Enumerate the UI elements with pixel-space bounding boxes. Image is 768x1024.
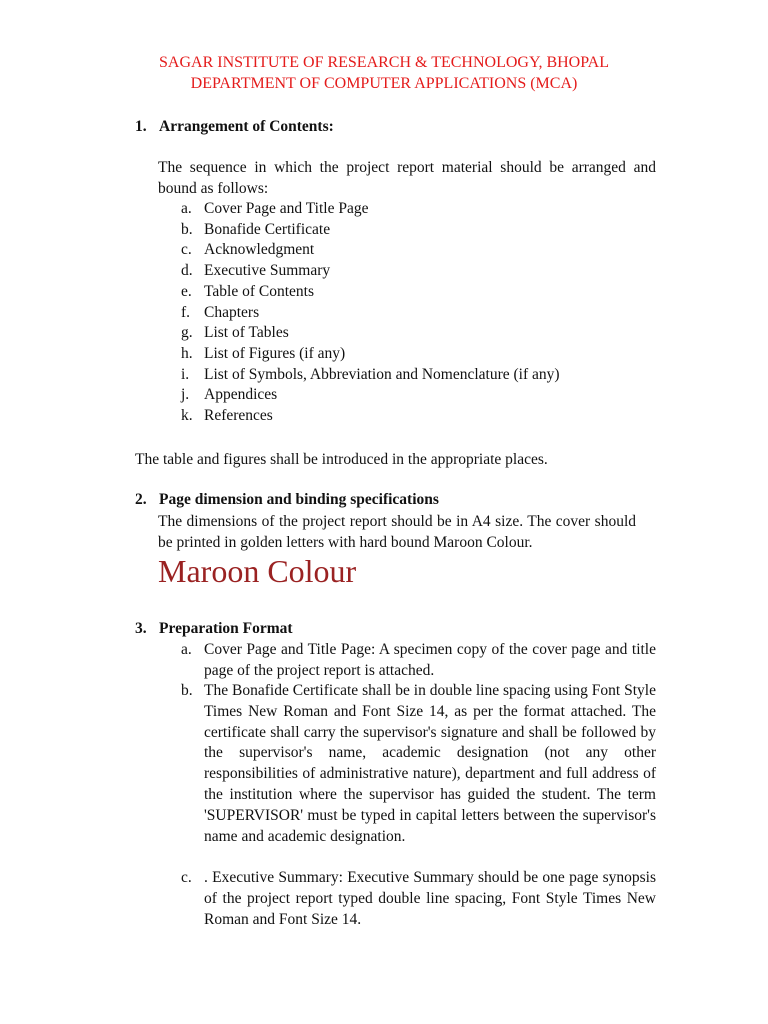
list-text: List of Figures (if any)	[204, 344, 346, 362]
section-2-body: The dimensions of the project report should be in A4 size. The cover should be printed in golden letters with hard bound Maroon Colour.	[158, 513, 636, 551]
list-marker: b.	[181, 220, 193, 238]
list-text: Bonafide Certificate	[204, 220, 331, 238]
section-1-number: 1.	[135, 118, 147, 135]
section-3-title: Preparation Format	[159, 620, 293, 637]
section-1-title: Arrangement of Contents:	[159, 118, 334, 135]
list-text: Cover Page and Title Page	[204, 200, 369, 217]
list-marker: a.	[181, 200, 192, 217]
list-text: Table of Contents	[204, 282, 314, 300]
list-text: Appendices	[204, 386, 278, 404]
list-text: List of Symbols, Abbreviation and Nomenclature (if any)	[204, 365, 560, 383]
list-marker: a.	[181, 641, 192, 658]
list-marker: f.	[181, 303, 191, 321]
list-marker: g.	[181, 324, 193, 342]
list-marker: c.	[181, 241, 192, 259]
section-2-title: Page dimension and binding specifications	[159, 491, 439, 508]
list-item: Cover Page and Title Page: A specimen copy of the cover page and title page of the project report is attached.	[204, 641, 656, 679]
maroon-colour-sample: Maroon Colour	[158, 553, 357, 589]
list-marker: b.	[181, 682, 193, 699]
document-header	[0, 52, 768, 94]
section-1-intro: The sequence in which the project report material should be arranged and bound as follows:	[158, 159, 656, 197]
list-item: The Bonafide Certificate shall be in double line spacing using Font Style Times New Roman and Font Size 14, as per the format attached. The certificate shall carry the supervisor's signature and shall be followed by the supervisor's name, academic designation (not any other responsibilities of administrative nature), department and full address of the institution where the supervisor has guided the student. The term 'SUPERVISOR' must be typed in capital letters between the supervisor's name and academic designation.	[204, 682, 656, 845]
list-marker: d.	[181, 262, 193, 280]
list-marker: e.	[181, 282, 192, 300]
list-text: References	[204, 407, 273, 424]
list-marker: h.	[181, 344, 193, 362]
section-3-number: 3.	[135, 620, 147, 637]
list-text: Chapters	[204, 303, 260, 321]
list-item: . Executive Summary: Executive Summary should be one page synopsis of the project report typed double line spacing, Font Style Times New Roman and Font Size 14.	[204, 869, 656, 928]
list-marker: j.	[181, 386, 190, 404]
list-text: Acknowledgment	[204, 241, 315, 259]
list-text: List of Tables	[204, 324, 289, 342]
department-name: DEPARTMENT OF COMPUTER APPLICATIONS (MCA)	[190, 75, 578, 92]
institute-name: SAGAR INSTITUTE OF RESEARCH & TECHNOLOGY, BHOPAL	[159, 54, 609, 71]
list-text: Executive Summary	[204, 262, 331, 280]
section-1-closing: The table and figures shall be introduced in the appropriate places.	[135, 451, 548, 468]
list-marker: i.	[181, 365, 190, 383]
list-marker: c.	[181, 869, 192, 886]
list-marker: k.	[181, 407, 193, 424]
section-2-number: 2.	[135, 491, 147, 508]
